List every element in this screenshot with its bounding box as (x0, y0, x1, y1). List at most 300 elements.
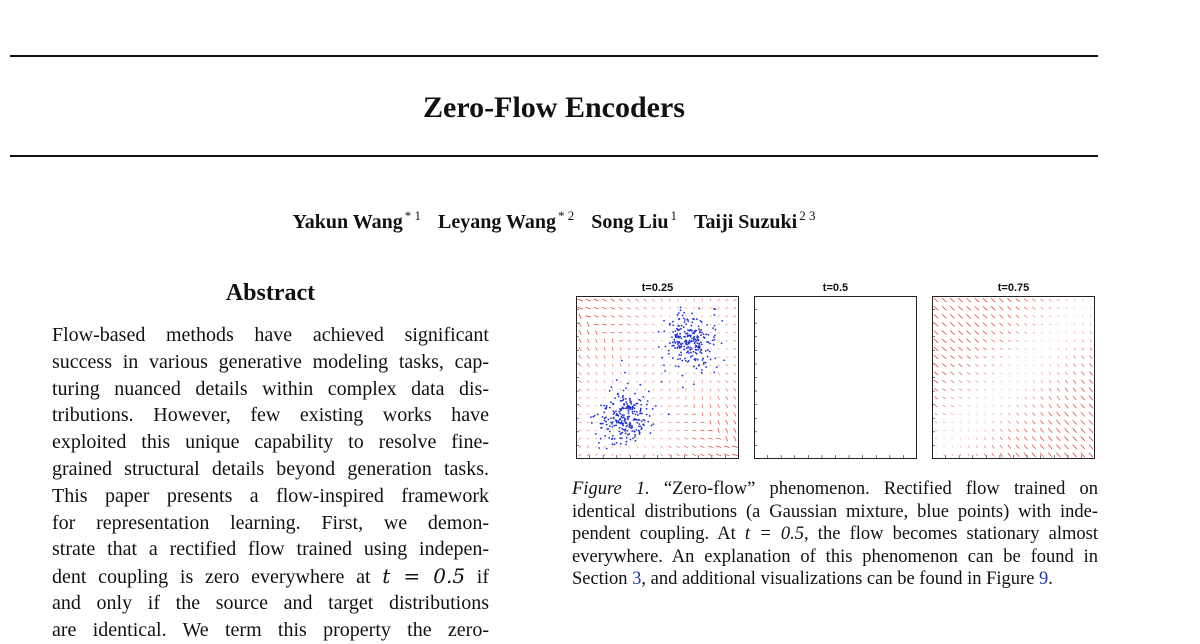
sample-point (597, 414, 599, 416)
sample-point (683, 336, 685, 338)
flow-arrow (652, 406, 654, 407)
sample-point (625, 432, 627, 434)
flow-arrow (612, 364, 613, 367)
sample-point (705, 333, 707, 335)
sample-point (668, 413, 670, 415)
sample-point (626, 441, 628, 443)
flow-arrow (1016, 332, 1019, 334)
flow-arrow (992, 373, 994, 374)
flow-arrow (935, 413, 938, 415)
flow-arrow (635, 324, 638, 325)
flow-arrow (959, 372, 962, 375)
flow-arrow (637, 364, 638, 367)
sample-point (615, 419, 617, 421)
sample-point (705, 362, 707, 364)
figure-reference-link[interactable]: 9 (1039, 569, 1048, 589)
flow-arrow (1009, 405, 1010, 407)
sample-point (669, 342, 671, 344)
flow-arrow (950, 314, 954, 318)
sample-point (688, 352, 690, 354)
flow-arrow (985, 421, 986, 423)
flow-arrow (645, 446, 646, 448)
sample-point (634, 434, 636, 436)
flow-arrow (1008, 453, 1011, 457)
sample-point (701, 369, 703, 371)
flow-arrow (1073, 412, 1077, 417)
flow-arrow (1074, 348, 1076, 350)
sample-point (684, 341, 686, 343)
flow-arrow (999, 323, 1003, 326)
flow-arrow (732, 446, 738, 448)
sample-point (610, 417, 612, 419)
flow-arrow (952, 454, 953, 456)
sample-point (636, 422, 638, 424)
sample-point (713, 314, 715, 316)
sample-point (623, 414, 625, 416)
flow-arrow (718, 315, 720, 317)
sample-point (610, 401, 612, 403)
flow-arrow (579, 347, 581, 351)
flow-arrow (734, 420, 736, 424)
flow-arrow (602, 307, 607, 309)
sample-point (687, 361, 689, 363)
sample-point (698, 345, 700, 347)
flow-arrow (966, 314, 971, 318)
sample-point (686, 352, 688, 354)
flow-arrow (1000, 429, 1002, 432)
sample-point (698, 340, 700, 342)
sample-point (625, 398, 627, 400)
flow-arrow (594, 307, 599, 309)
flow-arrow (1082, 356, 1084, 359)
caption-line (572, 568, 1098, 591)
sample-point (701, 344, 703, 346)
sample-point (714, 325, 716, 327)
flow-arrow (644, 365, 647, 367)
flow-arrow (1016, 340, 1018, 342)
sample-point (710, 359, 712, 361)
sample-point (663, 330, 665, 332)
flow-arrow (637, 389, 638, 391)
sample-point (652, 408, 654, 410)
flow-arrow (734, 388, 737, 391)
flow-arrow (983, 331, 987, 334)
sample-point (618, 431, 620, 433)
flow-arrow (611, 324, 615, 325)
flow-arrow (1041, 380, 1043, 382)
flow-arrow (717, 349, 719, 350)
flow-arrow (1089, 436, 1093, 440)
sample-point (629, 407, 631, 409)
flow-arrow (710, 315, 712, 317)
flow-arrow (1081, 372, 1084, 376)
flow-arrow (579, 372, 582, 375)
sample-point (615, 424, 617, 426)
sample-point (612, 437, 614, 439)
sample-point (676, 328, 678, 330)
flow-arrow (1008, 421, 1010, 424)
sample-point (695, 358, 697, 360)
sample-point (664, 370, 666, 372)
sample-point (693, 351, 695, 353)
flow-arrow (644, 357, 647, 358)
flow-arrow (734, 372, 737, 374)
flow-arrow (942, 314, 946, 318)
flow-arrow (1041, 324, 1043, 325)
sample-point (692, 318, 694, 320)
flow-arrow (958, 347, 962, 351)
flow-arrow (1048, 428, 1052, 432)
flow-arrow (967, 389, 969, 391)
sample-point (625, 444, 627, 446)
flow-arrow (587, 446, 589, 448)
flow-arrow (958, 314, 962, 318)
sample-point (663, 320, 665, 322)
flow-arrow (579, 314, 581, 319)
sample-point (625, 422, 627, 424)
flow-arrow (975, 356, 978, 359)
sample-point (631, 425, 633, 427)
sample-point (685, 323, 687, 325)
flow-arrow (1073, 388, 1076, 392)
flow-arrow (726, 316, 728, 318)
flow-arrow (732, 454, 738, 456)
sample-point (626, 430, 628, 432)
sample-point (637, 414, 639, 416)
flow-arrow (1064, 453, 1068, 457)
flow-arrow (635, 332, 638, 333)
sample-point (691, 330, 693, 332)
sample-point (621, 414, 623, 416)
sample-point (683, 345, 685, 347)
flow-arrow (966, 298, 970, 302)
flow-arrow (1024, 324, 1027, 326)
flow-arrow (669, 332, 671, 333)
flow-arrow (1056, 420, 1060, 424)
flow-arrow (668, 454, 671, 456)
flow-arrow (1056, 428, 1060, 433)
flow-arrow (684, 406, 688, 407)
flow-arrow (710, 420, 711, 424)
sample-point (689, 334, 691, 336)
sample-point (606, 448, 608, 450)
flow-arrow (1057, 308, 1059, 309)
flow-arrow (596, 347, 598, 351)
flow-arrow (942, 380, 946, 383)
sample-point (695, 340, 697, 342)
flow-arrow (604, 339, 605, 343)
sample-points (576, 296, 739, 449)
flow-arrow (652, 299, 654, 302)
caption-line (572, 523, 1098, 546)
flow-arrow (1058, 332, 1059, 333)
flow-arrow (660, 446, 662, 448)
flow-arrow (1050, 340, 1051, 341)
author-name: Yakun Wang (293, 211, 403, 233)
flow-arrow (677, 324, 678, 326)
sample-point (665, 346, 667, 348)
abstract-line: This paper presents a flow-inspired framework (52, 483, 489, 510)
sample-point (646, 414, 648, 416)
flow-arrow (710, 364, 712, 366)
sample-point (700, 350, 702, 352)
flow-arrow (702, 388, 703, 391)
flow-arrow (1016, 445, 1019, 449)
flow-arrow (1016, 437, 1019, 441)
flow-arrow (734, 365, 737, 367)
flow-arrow (637, 438, 638, 440)
sample-point (639, 432, 641, 434)
flow-arrow (1032, 445, 1036, 449)
flow-arrow (1033, 340, 1035, 341)
sample-point (701, 332, 703, 334)
sample-point (686, 318, 688, 320)
sample-point (627, 383, 629, 385)
sample-point (668, 353, 670, 355)
vector-field-plot (932, 296, 1095, 459)
flow-arrow (999, 315, 1003, 318)
flow-arrow (975, 339, 979, 342)
flow-arrow (1000, 331, 1003, 334)
flow-arrow (637, 372, 638, 375)
sample-point (621, 437, 623, 439)
sample-point (691, 355, 693, 357)
sample-point (602, 423, 604, 425)
flow-arrow (943, 413, 945, 415)
flow-arrow (1001, 389, 1002, 390)
sample-point (639, 410, 641, 412)
flow-arrow (726, 299, 728, 302)
flow-arrow (1065, 420, 1069, 425)
sample-point (681, 360, 683, 362)
flow-arrow (1024, 453, 1028, 457)
flow-arrow (1009, 381, 1010, 382)
flow-arrow (1049, 299, 1052, 301)
flow-arrow (1016, 453, 1020, 457)
flow-arrow (612, 405, 613, 406)
flow-arrow (1065, 299, 1067, 300)
flow-arrow (579, 355, 582, 358)
flow-arrow (595, 389, 597, 391)
flow-arrow (636, 307, 639, 309)
flow-arrow (983, 339, 987, 342)
flow-arrow (579, 454, 582, 456)
flow-arrow (668, 406, 671, 407)
sample-point (687, 334, 689, 336)
panel-title: t=0.75 (932, 280, 1095, 296)
sample-point (614, 412, 616, 414)
sample-point (612, 435, 614, 437)
flow-arrow (725, 349, 728, 350)
flow-arrow (1073, 428, 1077, 432)
sample-point (663, 364, 665, 366)
flow-arrow (677, 299, 678, 302)
flow-arrow (669, 388, 670, 391)
sample-point (687, 320, 689, 322)
flow-arrow (726, 404, 728, 408)
flow-arrow (604, 397, 606, 399)
flow-arrow (579, 381, 582, 383)
flow-arrow (992, 453, 995, 456)
flow-arrow (1008, 365, 1010, 366)
flow-arrow (1017, 357, 1019, 358)
flow-arrow (694, 348, 695, 349)
flow-arrow (1049, 316, 1051, 317)
flow-arrow (968, 446, 969, 448)
flow-arrow (619, 324, 623, 325)
sample-point (629, 398, 631, 400)
flow-arrow (958, 298, 962, 302)
sample-point (709, 343, 711, 345)
sample-point (620, 443, 622, 445)
sample-point (716, 366, 718, 368)
flow-arrow (734, 299, 737, 301)
flow-arrow (587, 454, 589, 456)
flow-arrow (594, 316, 599, 317)
sample-point (678, 312, 680, 314)
flow-arrow (1066, 324, 1067, 325)
sample-point (695, 344, 697, 346)
vector-field (758, 300, 913, 455)
figure-panel (932, 280, 1095, 459)
flow-arrow (710, 332, 712, 333)
sample-point (638, 425, 640, 427)
flow-arrow (934, 298, 938, 302)
flow-arrow (627, 307, 630, 309)
caption-text: “Zero-flow” phenomenon. Rectified flow trained on (664, 479, 1098, 499)
flow-arrow (975, 331, 979, 335)
sample-point (675, 334, 677, 336)
flow-arrow (934, 380, 938, 383)
flow-arrow (1033, 324, 1035, 326)
flow-arrow (1041, 316, 1043, 318)
flow-arrow (1065, 388, 1068, 392)
flow-arrow (652, 389, 654, 391)
flow-arrow (587, 364, 589, 367)
sample-point (684, 319, 686, 321)
sample-point (628, 412, 630, 414)
flow-arrow (669, 380, 670, 383)
flow-arrow (677, 332, 678, 333)
flow-arrow (1081, 428, 1085, 432)
flow-arrow (951, 380, 954, 383)
sample-point (621, 420, 623, 422)
sample-point (600, 438, 602, 440)
flow-arrow (1048, 420, 1052, 424)
flow-arrow (596, 355, 598, 358)
sample-point (631, 430, 633, 432)
sample-point (689, 349, 691, 351)
flow-arrow (1049, 307, 1051, 309)
sample-point (689, 340, 691, 342)
flow-arrow (587, 355, 589, 358)
flow-arrow (669, 349, 671, 350)
author-affiliation: * 1 (405, 208, 421, 223)
sample-point (604, 420, 606, 422)
flow-arrow (668, 438, 671, 439)
sample-point (701, 359, 703, 361)
flow-arrow (710, 299, 711, 302)
flow-arrow (669, 299, 670, 302)
sample-point (723, 359, 725, 361)
sample-point (638, 399, 640, 401)
flow-arrow (1057, 404, 1060, 408)
sample-point (642, 424, 644, 426)
sample-point (683, 349, 685, 351)
flow-arrow (708, 438, 713, 439)
sample-point (612, 421, 614, 423)
sample-point (616, 442, 618, 444)
sample-point (698, 328, 700, 330)
flow-arrow (612, 347, 613, 351)
flow-arrow (637, 446, 638, 448)
sample-point (671, 336, 673, 338)
section-reference-link[interactable]: 3 (632, 569, 641, 589)
flow-arrow (1089, 396, 1093, 401)
caption-line: everywhere. An explanation of this phenomenon can be found in (572, 546, 1098, 569)
flow-arrow (734, 307, 737, 309)
flow-arrow (1074, 300, 1076, 301)
sample-point (634, 418, 636, 420)
flow-arrow (702, 324, 703, 326)
sample-point (683, 312, 685, 314)
sample-point (621, 428, 623, 430)
flow-arrow (975, 314, 980, 318)
flow-arrow (943, 397, 946, 399)
flow-arrow (966, 331, 970, 335)
flow-arrow (1073, 436, 1077, 440)
sample-point (598, 442, 600, 444)
flow-arrow (677, 372, 678, 374)
flow-arrow (708, 430, 713, 431)
sample-point (679, 318, 681, 320)
sample-point (624, 418, 626, 420)
flow-arrow (1066, 340, 1067, 342)
flow-arrow (1000, 437, 1002, 440)
flow-arrow (1033, 397, 1035, 400)
sample-point (631, 427, 633, 429)
flow-arrow (635, 357, 638, 358)
flow-arrow (1058, 348, 1059, 350)
flow-arrow (577, 307, 583, 309)
sample-point (609, 407, 611, 409)
flow-arrow (702, 380, 703, 383)
sample-point (626, 403, 628, 405)
panel-title: t=0.5 (754, 280, 917, 296)
flow-arrow (611, 307, 615, 309)
sample-point (630, 403, 632, 405)
sample-point (632, 438, 634, 440)
flow-arrow (968, 397, 970, 398)
flow-arrow (627, 324, 631, 325)
flow-arrow (960, 454, 961, 456)
flow-arrow (1001, 405, 1002, 407)
flow-arrow (1033, 413, 1036, 416)
sample-point (701, 372, 703, 374)
sample-point (707, 356, 709, 358)
flow-arrow (1008, 332, 1011, 334)
flow-arrow (726, 436, 728, 441)
flow-arrow (1081, 364, 1084, 367)
flow-arrow (612, 380, 613, 383)
sample-point (672, 321, 674, 323)
flow-arrow (604, 372, 605, 375)
flow-arrow (684, 438, 688, 439)
sample-point (630, 439, 632, 441)
sample-point (615, 410, 617, 412)
flow-arrow (967, 372, 970, 374)
sample-point (636, 419, 638, 421)
